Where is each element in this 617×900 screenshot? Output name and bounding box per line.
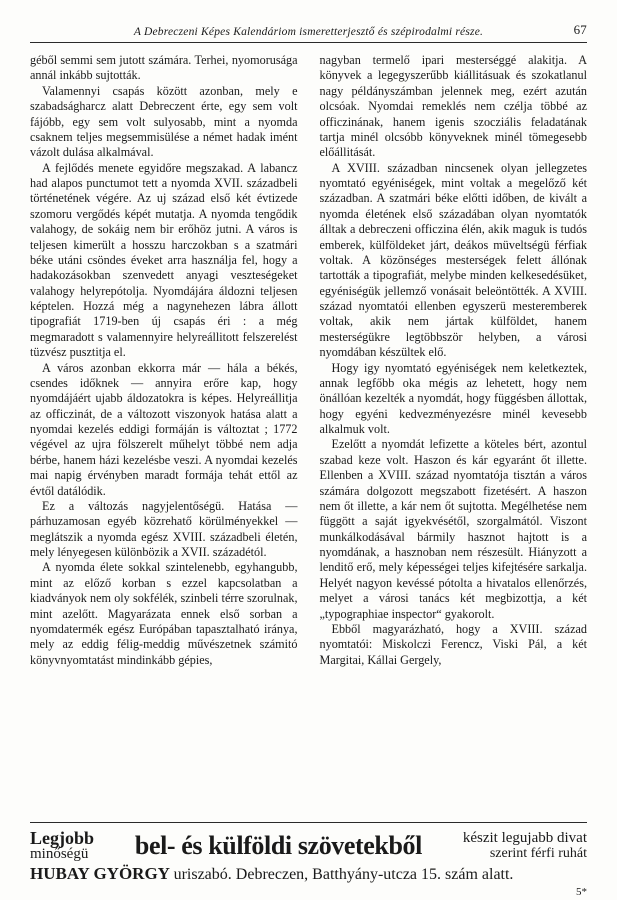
page-number: 67 [573, 22, 587, 37]
advert-business-name: HUBAY GYÖRGY [30, 864, 170, 883]
header-divider [30, 42, 587, 43]
advert-right-text [463, 830, 587, 862]
advert-address-line [30, 864, 587, 884]
paragraph: Ebből magyarázható, hogy a XVIII. század nyomtatói: Miskolczi Ferencz, Viski Pál, a két Margitai, Kállai Gergely, [319, 621, 587, 667]
running-header-title: A Debreczeni Képes Kalendáriom ismeretterjesztő és szépirodalmi része. [133, 26, 484, 38]
advert-address-text: uriszabó. Debreczen, Batthyány-utcza 15. szám alatt. [173, 866, 514, 883]
paragraph: Ez a változás nagyjelentőségü. Hatása — párhuzamosan egyéb közrehatő körülményekkel — meglátszik a nyomda egész XVIII. századbeli életén, mely lényegesen különbözik a XVII. századétól. [30, 498, 298, 559]
paragraph: A fejlődés menete egyidőre megszakad. A labancz had alapos punctumot tett a nyomda XVII. századbeli történetének végére. Az uj század első két évtizede szomoru vergődés képét mutatja. A nyomda tengődik valahogy, de sokáig nem bir erőhöz jutni. A város is teljesen kimerült a hosszu harczokban s a szatmári béke utáni csöndes éveket arra használja fel, hogy a hadakozásokban szenvedett anyagi veszteségeket valahogy helyrepótolja. Nyomdájára áldozni teljesen képtelen. Hozzá még a nagynehezen lábra állott tipografiát 1719-ben új csapás éri : a még megmaradott s valamennyire helyreállitott felszerelést tüzvész pusztitja el. [30, 160, 298, 360]
advert-left-line2: minőségü [30, 846, 89, 862]
advert-divider [30, 822, 587, 823]
paragraph: A város azonban ekkorra már — hála a békés, csendes időknek — annyira erőre kap, hogy nyomdájáért ujabb áldozatokra is képes. Helyreállitja az officzinát, de a változott viszonyok hatása alatt a nyomdai kezelés eddigi formáján is változtat ; 1772 végével az ujra fölszerelt műhelyt többé nem adja bérbe, hanem házi kezelésbe veszi. A nyomdai kezelés mai napig érvényben maradt formája tehát ettől az évtől datálódik. [30, 360, 298, 498]
advert-big-text: bel- és külföldi szövetekből [134, 830, 422, 860]
paragraph: A nyomda élete sokkal szintelenebb, egyhangubb, mint az előző korban s ezzel kapcsolatban a kiadványok nem oly sokfélék, szinbeli térre szorulnak, mint azelőtt. Magyarázata ennek első sorban a nyomdatermék egész Európában tapasztalható iránya, mely az eddig félig-meddig művészetnek számitó könyvnyomtatást mindinkább gépies, [30, 560, 298, 667]
paragraph: Valamennyi csapás között azonban, mely e szabadságharcz alatt Debreczent érte, egy sem volt fájóbb, egy sem volt sulyosabb, mint a nyomda csaknem teljes megsemmisülése a német hadak imént vázolt dulása alkalmával. [30, 83, 298, 160]
advert-right-line2: szerint férfi ruhát [489, 846, 587, 862]
paragraph: A XVIII. században nincsenek olyan jellegzetes nyomtató egyéniségek, mint voltak a megelőző két században. A szatmári béke előtti időben, de kivált a nyomda életének első századában olyan nyomtatók álltak a debreczeni officzina élén, akik maguk is tudós emberek, külföldeket járt, deákos müveltségü férfiak voltak. A közönséges mesterségek felett állónak tartották a tipografiát, melybe minden kelkesedésüket, egyéniségük jellemző vonásait beleöntötték. A XVIII. század nyomtatói ellenben egyszerü mesteremberek voltak, akik nem jártak külföldet, hanem mesterségükre legtöbbször helyben, a városi nyomdában készültek elő. [319, 160, 587, 360]
advert-right-line1: készit legujabb divat [462, 829, 587, 846]
advert-left-line1: Legjobb [30, 828, 95, 848]
advertisement [30, 816, 587, 884]
paragraph: nagyban termelő ipari mesterséggé alakitja. A könyvek a legegyszerűbb kiállitásuak és szokatlanul nagy példányszámban jelennek meg, ezért azután olcsóak. Nyomdai remeklés nem czélja többé az officzinának, hanem igenis szocziális feladatának tartja minél olcsóbb könyveknek minél tömegesebb előállitását. [319, 53, 587, 160]
text-columns [30, 53, 587, 793]
paragraph: Hogy igy nyomtató egyéniségek nem keletkeztek, annak legfőbb oka mégis az lehetett, hogy nem önállóan kezelték a nyomdát, hogy függésben állottak, hogy egyéni kedvezményezésre minél kevesebb alkalmuk volt. [319, 360, 587, 436]
advert-left-text [30, 829, 94, 862]
column-right [320, 53, 588, 793]
running-header [30, 22, 587, 38]
column-left [30, 53, 298, 793]
signature-mark: 5* [576, 886, 587, 898]
paragraph: Ezelőtt a nyomdát lefizette a köteles bért, azontul szabad keze volt. Haszon és kár egyaránt őt illette. Ellenben a XVIII. század nyomtatója tisztán a város számára dolgozott megszabott fizetésért. A haszon nem őt illette, a kár nem őt sujtotta. Megélhetése nem függött a saját igyekvésétől, szorgalmától. Viszont munkálkodásával bármily hasznot hajtott is a nyomdának, a hasznoban nem részesült. Hiányzott a lenditő erő, mely képességei teljes kifejtésére sarkalja. Helyét nagyon kevéssé pótolta a hivatalos ellenőrzés, melyet a városi tanács két megbizottja, a két „typographiae inspector“ gyakorolt. [319, 437, 587, 621]
advert-headline [30, 829, 587, 862]
paragraph: géből semmi sem jutott számára. Terhei, nyomorusága annál inkább sujtották. [30, 53, 298, 83]
